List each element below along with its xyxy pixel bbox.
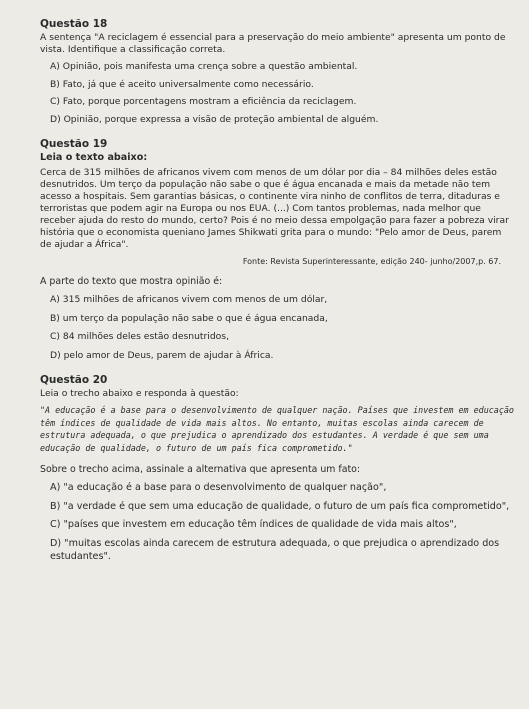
question-19-title: Questão 19: [40, 138, 108, 150]
question-18-stem: A sentença "A reciclagem é essencial para a preservação do meio ambiente" apresenta um ponto de vista. Identifique a classificação correta.: [40, 32, 506, 55]
question-20-option-a: A) "a educação é a base para o desenvolvimento de qualquer nação",: [50, 482, 387, 494]
question-20-option-b: B) "a verdade é que sem uma educação de qualidade, o futuro de um país fica comprometido",: [50, 500, 510, 512]
question-19: [40, 138, 515, 362]
question-20-option-c: C) "países que investem em educação têm índices de qualidade de vida mais altos",: [50, 519, 457, 531]
question-19-option-b: B) um terço da população não sabe o que é água encanada,: [50, 312, 328, 324]
question-19-option-a: A) 315 milhões de africanos vivem com menos de um dólar,: [50, 294, 328, 305]
question-19-source: Fonte: Revista Superinteressante, edição 240- junho/2007,p. 67.: [242, 257, 501, 266]
question-20-title: Questão 20: [40, 374, 108, 386]
question-20-options: [40, 481, 515, 564]
question-18-option-c: C) Fato, porque porcentagens mostram a eficiência da reciclagem.: [50, 96, 357, 107]
question-20-question: Sobre o trecho acima, assinale a alternativa que apresenta um fato:: [40, 464, 361, 476]
question-20: [40, 374, 515, 564]
question-18-option-b: B) Fato, já que é aceito universalmente como necessário.: [50, 78, 314, 90]
question-18: [40, 18, 515, 126]
question-19-options: [40, 294, 515, 362]
question-19-instruction: Leia o texto abaixo:: [40, 152, 148, 163]
question-18-options: [40, 61, 515, 126]
question-18-option-d: D) Opinião, porque expressa a visão de proteção ambiental de alguém.: [50, 113, 379, 125]
question-18-option-a: A) Opinião, pois manifesta uma crença sobre a questão ambiental.: [50, 61, 358, 72]
question-20-instruction: Leia o trecho abaixo e responda à questão:: [40, 388, 239, 399]
question-19-text: Cerca de 315 milhões de africanos vivem com menos de um dólar por dia – 84 milhões deles estão desnutridos. Um terço da população não sabe o que é água encanada e mais da metade não tem acesso a hospitais. Sem garantias básicas, o continente vira ninho de conflitos de terra, ditaduras e terroristas que podem agir na Europa ou nos EUA. (...) Com tantos problemas, nada melhor que receber ajuda do resto do mundo, certo? Pois é no meio dessa empolgação para fazer a pobreza virar história que o economista queniano James Shikwati grita para o mundo: "Pelo amor de Deus, parem de ajudar a África".: [40, 167, 509, 250]
question-19-option-d: D) pelo amor de Deus, parem de ajudar à África.: [50, 349, 274, 361]
question-19-option-c: C) 84 milhões deles estão desnutridos,: [50, 331, 230, 342]
question-18-title: Questão 18: [40, 18, 108, 30]
question-20-option-d: D) "muitas escolas ainda carecem de estrutura adequada, o que prejudica o aprendizado dos estudantes".: [50, 537, 500, 563]
question-19-question: A parte do texto que mostra opinião é:: [40, 276, 223, 287]
question-20-excerpt: "A educação é a base para o desenvolvimento de qualquer nação. Países que investem em educação têm índices de qualidade de vida mais altos. No entanto, muitas escolas ainda carecem de estrutura adequada, o que prejudica o aprendizado dos estudantes. A verdade é que sem uma educação de qualidade, o futuro de um país fica comprometido.": [40, 405, 514, 453]
